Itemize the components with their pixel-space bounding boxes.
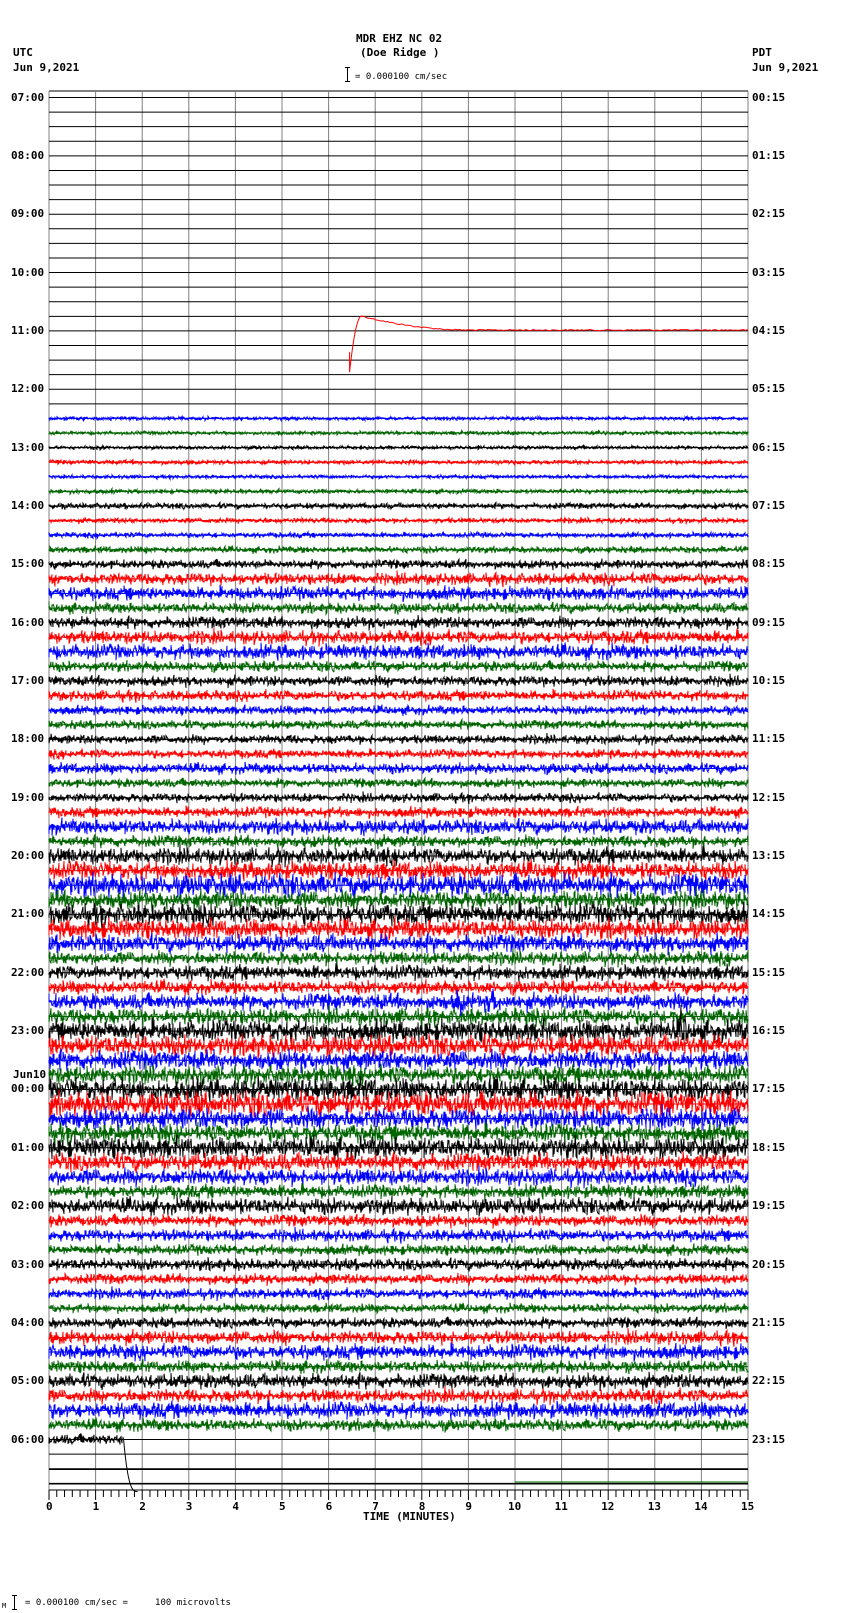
left-hour-label: 13:00 [11, 440, 45, 454]
x-tick-label: 4 [232, 1500, 240, 1513]
x-tick-label: 9 [465, 1500, 473, 1513]
pdt-label: PDT [752, 46, 772, 59]
x-tick-label: 5 [279, 1500, 286, 1513]
x-tick-label: 12 [601, 1500, 615, 1513]
x-tick-label: 7 [372, 1500, 379, 1513]
right-hour-label: 02:15 [752, 207, 786, 221]
left-hour-label: 21:00 [11, 907, 45, 921]
x-tick-label: 0 [46, 1500, 53, 1513]
left-hour-label: 00:00 [11, 1082, 45, 1096]
left-hour-label: 04:00 [11, 1315, 45, 1329]
station-location: (Doe Ridge ) [360, 46, 440, 59]
scale-text: = 0.000100 cm/sec [355, 72, 448, 82]
right-hour-label: 11:15 [752, 732, 786, 746]
left-hour-label: 08:00 [11, 148, 45, 162]
left-hour-label: 11:00 [11, 323, 45, 337]
right-hour-label: 15:15 [752, 965, 786, 979]
right-hour-label: 13:15 [752, 849, 786, 863]
x-tick-label: 6 [325, 1500, 333, 1513]
left-hour-label: 03:00 [11, 1257, 45, 1271]
left-hour-label: 14:00 [11, 498, 45, 512]
right-hour-label: 19:15 [752, 1199, 786, 1213]
left-hour-label: 10:00 [11, 265, 45, 279]
left-hour-label: 17:00 [11, 674, 45, 687]
left-hour-label: 05:00 [11, 1374, 45, 1388]
right-hour-label: 20:15 [752, 1257, 786, 1271]
right-hour-label: 06:15 [752, 440, 786, 454]
right-hour-label: 05:15 [752, 382, 786, 396]
right-hour-label: 03:15 [752, 265, 786, 279]
footer-scale-bar-icon [12, 1595, 17, 1610]
x-tick-label: 14 [694, 1500, 708, 1513]
right-hour-label: 04:15 [752, 323, 786, 337]
x-tick-label: 11 [554, 1500, 568, 1513]
left-hour-label: 01:00 [11, 1140, 45, 1154]
left-hour-label: 06:00 [11, 1432, 45, 1446]
footer-marker: M [2, 1602, 7, 1610]
right-hour-label: 16:15 [752, 1024, 786, 1038]
footer-scale-note: = 0.000100 cm/sec = 100 microvolts [25, 1598, 231, 1608]
x-tick-label: 15 [741, 1500, 755, 1513]
utc-date: Jun 9,2021 [13, 61, 80, 74]
left-hour-label: 02:00 [11, 1199, 45, 1213]
left-hour-label: 20:00 [11, 849, 45, 863]
left-hour-label: 22:00 [11, 965, 45, 979]
right-hour-label: 12:15 [752, 790, 786, 804]
utc-label: UTC [13, 46, 33, 59]
right-hour-label: 00:15 [752, 90, 786, 104]
x-tick-label: 13 [647, 1500, 662, 1513]
left-hour-label: 15:00 [11, 557, 45, 571]
left-hour-label: 23:00 [11, 1024, 45, 1038]
x-tick-label: 2 [139, 1500, 146, 1513]
right-hour-label: 22:15 [752, 1374, 786, 1388]
right-hour-label: 17:15 [752, 1082, 786, 1096]
right-hour-label: 09:15 [752, 615, 786, 629]
x-tick-label: 3 [185, 1500, 193, 1513]
x-tick-label: 1 [92, 1500, 100, 1513]
left-hour-label: 07:00 [11, 90, 45, 104]
right-hour-label: 01:15 [752, 148, 786, 162]
x-tick-label: 10 [508, 1500, 522, 1513]
right-hour-label: 23:15 [752, 1432, 786, 1446]
x-axis-title: TIME (MINUTES) [363, 1510, 456, 1523]
right-hour-label: 07:15 [752, 498, 786, 512]
left-hour-label: 16:00 [11, 615, 45, 629]
left-hour-label: 19:00 [11, 790, 45, 804]
left-hour-label: 09:00 [11, 207, 45, 221]
left-hour-label: 18:00 [11, 732, 45, 746]
right-hour-label: 10:15 [752, 674, 786, 687]
date-change-label: Jun10 [13, 1068, 47, 1082]
pdt-date: Jun 9,2021 [752, 61, 819, 74]
station-title: MDR EHZ NC 02 [356, 32, 443, 45]
right-hour-label: 14:15 [752, 907, 786, 921]
right-hour-label: 18:15 [752, 1140, 786, 1154]
x-tick-label: 8 [418, 1500, 426, 1513]
right-hour-label: 08:15 [752, 557, 786, 571]
left-hour-label: 12:00 [11, 382, 45, 396]
right-hour-label: 21:15 [752, 1315, 786, 1329]
